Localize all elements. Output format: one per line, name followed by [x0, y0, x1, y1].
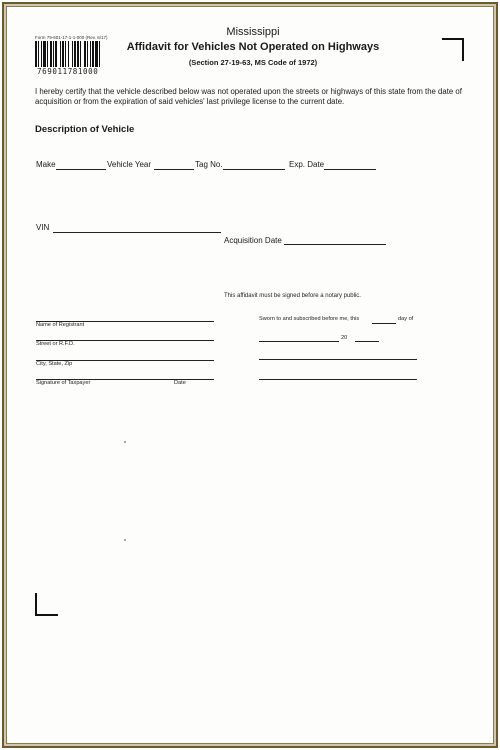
- certification-text: I hereby certify that the vehicle described below was not operated upon the streets or highways of this state from the date of acquisition or from the expiration of said vehicles' last privilege license to the current date.: [35, 87, 462, 106]
- acquisition-date-field[interactable]: [284, 244, 386, 245]
- vin-field[interactable]: [53, 232, 221, 233]
- form-number: Form 79-601-17-1-1-000 (Rev. 6/17): [35, 35, 108, 40]
- form-page: [8, 8, 488, 738]
- registrant-name-label: Name of Registrant: [36, 322, 85, 328]
- notary-commission-line[interactable]: [259, 379, 417, 380]
- street-label: Street or R.F.D.: [36, 341, 75, 347]
- section-heading: Description of Vehicle: [35, 124, 135, 135]
- signature-label: Signature of Taxpayer: [36, 380, 91, 386]
- make-field[interactable]: [56, 169, 106, 170]
- vin-label: VIN: [36, 223, 50, 232]
- exp-date-label: Exp. Date: [289, 160, 325, 169]
- tag-field[interactable]: [223, 169, 285, 170]
- barcode-number: 769011781000: [37, 67, 99, 76]
- form-title: Affidavit for Vehicles Not Operated on Highways: [126, 41, 380, 53]
- scan-speck: [124, 539, 126, 541]
- year-prefix: 20: [341, 335, 348, 341]
- sworn-year-field[interactable]: [355, 341, 379, 342]
- corner-mark-top-right: [440, 37, 466, 63]
- state-name: Mississippi: [226, 26, 280, 38]
- corner-mark-bottom-left: [34, 592, 60, 618]
- sworn-text: Sworn to and subscribed before me, this: [259, 316, 360, 322]
- year-field[interactable]: [154, 169, 194, 170]
- notary-signature-line[interactable]: [259, 359, 417, 360]
- year-label: Vehicle Year: [107, 160, 152, 169]
- statute-reference: (Section 27-19-63, MS Code of 1972): [188, 58, 318, 67]
- tag-label: Tag No.: [195, 160, 223, 169]
- signature-date-label: Date: [174, 380, 186, 386]
- sworn-day-of: day of: [398, 316, 414, 322]
- sworn-month-field[interactable]: [259, 341, 339, 342]
- make-label: Make: [36, 160, 56, 169]
- acquisition-date-label: Acquisition Date: [224, 236, 282, 245]
- notary-notice: This affidavit must be signed before a notary public.: [224, 293, 361, 299]
- city-state-zip-label: City, State, Zip: [36, 361, 73, 367]
- sworn-day-field[interactable]: [372, 323, 396, 324]
- exp-date-field[interactable]: [324, 169, 376, 170]
- scan-speck: [124, 441, 126, 443]
